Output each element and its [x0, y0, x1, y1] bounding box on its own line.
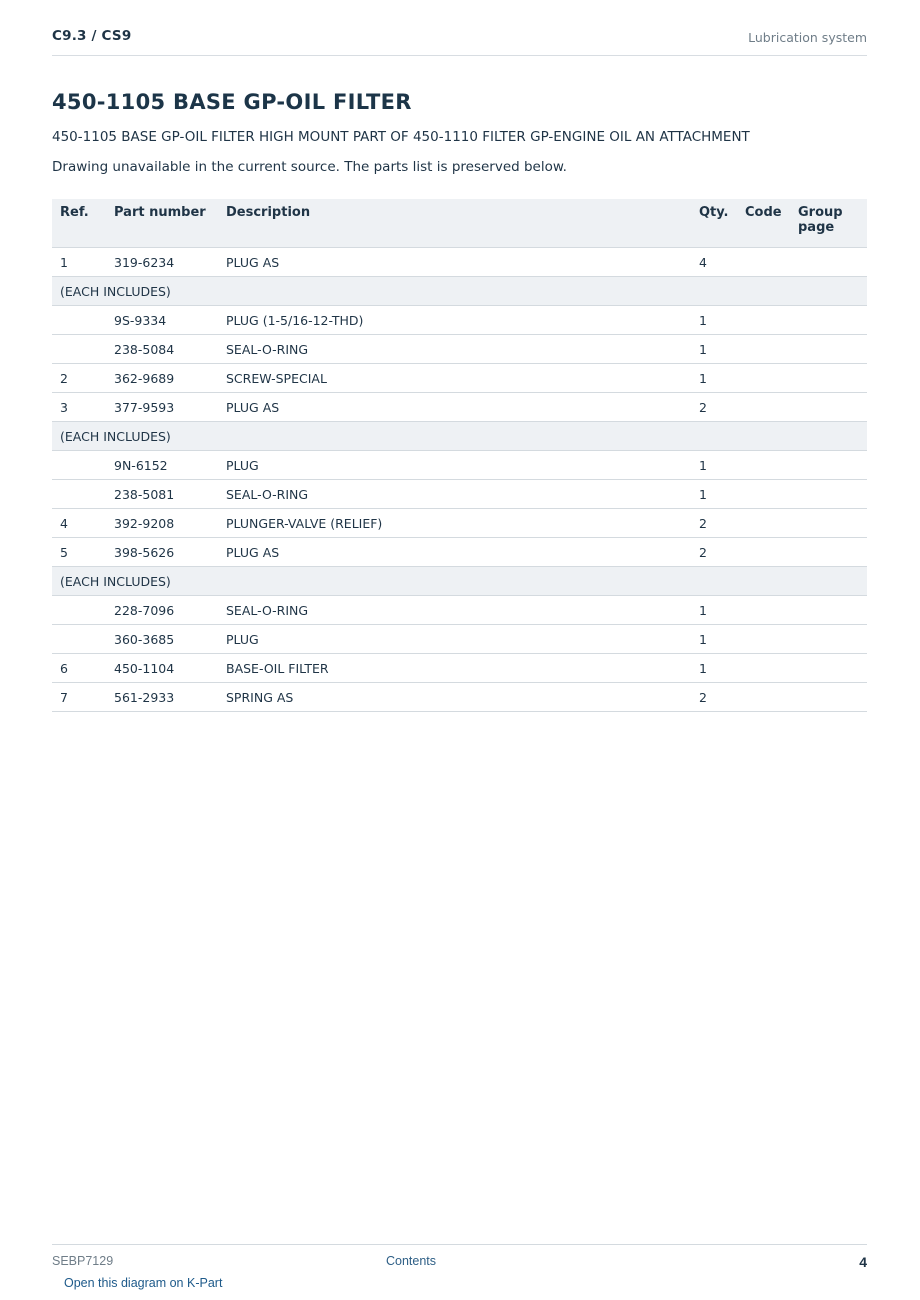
parts-table: [52, 199, 867, 712]
table-row: [52, 509, 867, 538]
includes-row: [52, 422, 867, 451]
cell-ref: 3: [52, 393, 106, 422]
cell-ref: 1: [52, 248, 106, 277]
cell-ref: 5: [52, 538, 106, 567]
table-header-row: [52, 199, 867, 248]
cell-part-number: 362-9689: [106, 364, 218, 393]
cell-group-page: [790, 306, 867, 335]
table-row: [52, 451, 867, 480]
cell-description: PLUNGER-VALVE (RELIEF): [218, 509, 691, 538]
cell-code: [737, 509, 790, 538]
cell-group-page: [790, 509, 867, 538]
page-number: 4: [859, 1254, 867, 1270]
cell-description: PLUG: [218, 625, 691, 654]
cell-description: PLUG: [218, 451, 691, 480]
cell-group-page: [790, 683, 867, 712]
cell-qty: 2: [691, 683, 737, 712]
cell-qty: 2: [691, 538, 737, 567]
cell-description: PLUG AS: [218, 248, 691, 277]
cell-code: [737, 480, 790, 509]
col-header-part-number: Part number: [106, 199, 218, 248]
cell-qty: 1: [691, 596, 737, 625]
includes-label: (EACH INCLUDES): [52, 567, 867, 596]
includes-label: (EACH INCLUDES): [52, 277, 867, 306]
section-label: Lubrication system: [748, 30, 867, 45]
cell-ref: 4: [52, 509, 106, 538]
cell-part-number: 398-5626: [106, 538, 218, 567]
cell-description: SEAL-O-RING: [218, 335, 691, 364]
col-header-qty: [691, 199, 737, 248]
cell-part-number: 238-5084: [106, 335, 218, 364]
cell-ref: 2: [52, 364, 106, 393]
cell-qty: 1: [691, 654, 737, 683]
cell-part-number: 228-7096: [106, 596, 218, 625]
col-header-ref: Ref.: [52, 199, 106, 248]
cell-ref: [52, 335, 106, 364]
table-row: [52, 335, 867, 364]
table-row: [52, 248, 867, 277]
cell-qty: 2: [691, 509, 737, 538]
cell-description: BASE-OIL FILTER: [218, 654, 691, 683]
page-title: 450-1105 BASE GP-OIL FILTER: [52, 90, 412, 114]
model-label: C9.3 / CS9: [52, 28, 132, 44]
cell-ref: 7: [52, 683, 106, 712]
cell-description: SEAL-O-RING: [218, 480, 691, 509]
drawing-note: Drawing unavailable in the current source. The parts list is preserved below.: [52, 159, 567, 175]
cell-description: SCREW-SPECIAL: [218, 364, 691, 393]
col-header-group-page: Group page: [790, 199, 867, 248]
cell-qty: 1: [691, 306, 737, 335]
cell-group-page: [790, 654, 867, 683]
cell-ref: [52, 306, 106, 335]
includes-row: [52, 277, 867, 306]
cell-part-number: 9N-6152: [106, 451, 218, 480]
table-row: [52, 596, 867, 625]
table-row: [52, 364, 867, 393]
cell-description: PLUG AS: [218, 538, 691, 567]
cell-code: [737, 248, 790, 277]
cell-code: [737, 393, 790, 422]
cell-ref: [52, 596, 106, 625]
table-row: [52, 538, 867, 567]
cell-part-number: 9S-9334: [106, 306, 218, 335]
cell-code: [737, 451, 790, 480]
cell-group-page: [790, 538, 867, 567]
cell-description: SEAL-O-RING: [218, 596, 691, 625]
cell-ref: [52, 480, 106, 509]
cell-qty: 1: [691, 480, 737, 509]
cell-code: [737, 683, 790, 712]
cell-qty: 1: [691, 335, 737, 364]
cell-code: [737, 538, 790, 567]
table-row: [52, 480, 867, 509]
cell-part-number: 360-3685: [106, 625, 218, 654]
cell-code: [737, 625, 790, 654]
col-header-qty-label: Qty.: [699, 205, 729, 220]
cell-code: [737, 335, 790, 364]
includes-label: (EACH INCLUDES): [52, 422, 867, 451]
cell-part-number: 561-2933: [106, 683, 218, 712]
cell-ref: [52, 451, 106, 480]
open-kpart-link[interactable]: Open this diagram on K-Part: [64, 1276, 223, 1290]
cell-part-number: 377-9593: [106, 393, 218, 422]
col-header-description: Description: [218, 199, 691, 248]
cell-group-page: [790, 364, 867, 393]
cell-qty: 2: [691, 393, 737, 422]
cell-code: [737, 654, 790, 683]
page-subtitle: 450-1105 BASE GP-OIL FILTER HIGH MOUNT PART OF 450-1110 FILTER GP-ENGINE OIL AN ATTACHMENT: [52, 129, 750, 145]
cell-qty: 1: [691, 625, 737, 654]
cell-code: [737, 364, 790, 393]
cell-group-page: [790, 596, 867, 625]
table-row: [52, 654, 867, 683]
cell-group-page: [790, 248, 867, 277]
cell-description: PLUG (1-5/16-12-THD): [218, 306, 691, 335]
page-header: [52, 28, 867, 56]
includes-row: [52, 567, 867, 596]
cell-group-page: [790, 480, 867, 509]
cell-qty: 1: [691, 451, 737, 480]
table-row: [52, 625, 867, 654]
cell-description: PLUG AS: [218, 393, 691, 422]
cell-group-page: [790, 335, 867, 364]
cell-code: [737, 306, 790, 335]
cell-qty: 1: [691, 364, 737, 393]
cell-ref: 6: [52, 654, 106, 683]
table-row: [52, 393, 867, 422]
contents-link[interactable]: Contents: [386, 1254, 437, 1268]
cell-description: SPRING AS: [218, 683, 691, 712]
page-footer: [52, 1244, 867, 1275]
cell-group-page: [790, 393, 867, 422]
cell-group-page: [790, 625, 867, 654]
cell-part-number: 450-1104: [106, 654, 218, 683]
cell-part-number: 238-5081: [106, 480, 218, 509]
col-header-code: Code: [737, 199, 790, 248]
cell-code: [737, 596, 790, 625]
doc-id: SEBP7129: [52, 1254, 114, 1268]
table-row: [52, 683, 867, 712]
table-row: [52, 306, 867, 335]
cell-part-number: 392-9208: [106, 509, 218, 538]
parts-table-body: [52, 248, 867, 712]
cell-part-number: 319-6234: [106, 248, 218, 277]
cell-ref: [52, 625, 106, 654]
cell-qty: 4: [691, 248, 737, 277]
cell-group-page: [790, 451, 867, 480]
